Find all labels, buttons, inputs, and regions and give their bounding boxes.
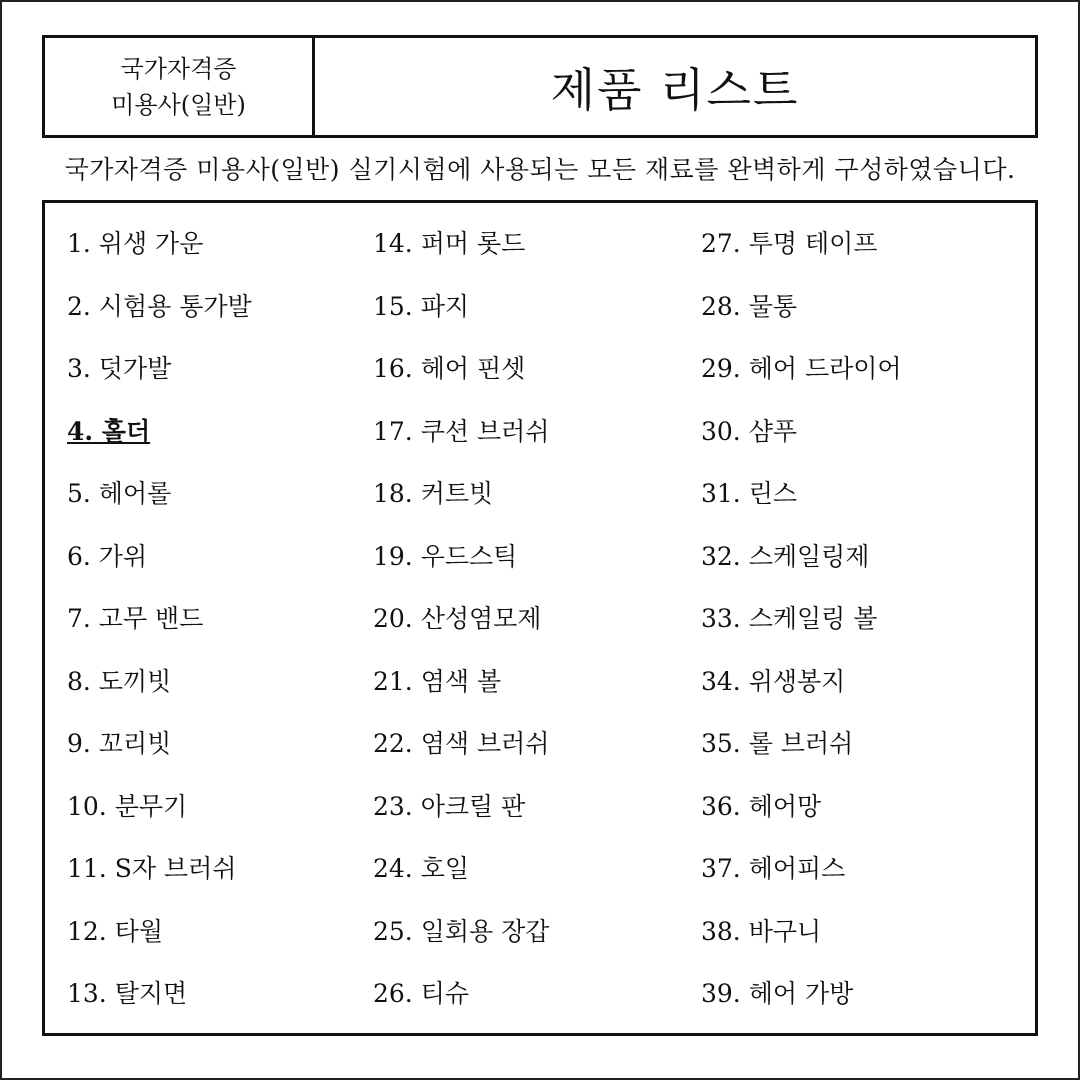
list-item: 24. 호일 [373,854,470,883]
list-item: 37. 헤어피스 [701,854,846,883]
list-item: 8. 도끼빗 [67,666,172,696]
list-item: 28. 물통 [701,291,798,321]
list-item: 36. 헤어망 [701,791,822,821]
list-item: 19. 우드스틱 [373,541,518,571]
list-item: 12. 타월 [67,916,164,946]
list-item: 31. 린스 [701,479,798,508]
list-item: 3. 덧가발 [67,354,172,383]
subtitle: 국가자격증 미용사(일반) 실기시험에 사용되는 모든 재료를 완벽하게 구성하였습니다. [64,155,1016,184]
list-item: 14. 퍼머 롯드 [373,229,526,258]
list-item: 13. 탈지면 [67,979,188,1008]
list-item: 10. 분무기 [67,791,188,821]
list-item: 38. 바구니 [701,916,822,946]
list-item-highlighted: 4. 홀더 [67,416,151,446]
list-item: 16. 헤어 핀셋 [373,354,526,383]
list-item: 39. 헤어 가방 [701,979,854,1008]
list-item: 35. 롤 브러쉬 [701,729,854,758]
list-item: 5. 헤어롤 [67,479,172,508]
list-item: 11. S자 브러쉬 [67,854,237,883]
list-item: 33. 스케일링 볼 [701,604,878,633]
product-column-2 [373,222,549,1035]
certification-line-2: 미용사(일반) [111,90,246,119]
product-column-3 [701,222,902,1035]
list-item: 22. 염색 브러쉬 [373,729,550,758]
list-item: 9. 꼬리빗 [67,729,172,758]
product-list [42,200,1038,1036]
list-item: 26. 티슈 [373,979,470,1008]
page-title: 제품 리스트 [550,62,800,117]
list-item: 25. 일회용 장갑 [373,916,550,946]
list-item: 32. 스케일링제 [701,541,870,571]
list-item: 27. 투명 테이프 [701,229,878,258]
certification-line-1: 국가자격증 [120,54,237,83]
list-item: 29. 헤어 드라이어 [701,354,902,383]
list-item: 34. 위생봉지 [701,666,846,696]
list-item: 1. 위생 가운 [67,229,204,258]
list-item: 2. 시험용 통가발 [67,291,252,321]
list-item: 15. 파지 [373,291,470,321]
list-item: 23. 아크릴 판 [373,791,526,821]
list-item: 18. 커트빗 [373,479,494,508]
list-item: 17. 쿠션 브러쉬 [373,416,550,446]
list-item: 21. 염색 볼 [373,666,502,696]
product-column-1 [67,222,252,1035]
header-box [42,35,1038,138]
certification-label [45,38,315,135]
list-item: 7. 고무 밴드 [67,604,204,633]
list-item: 30. 샴푸 [701,416,798,446]
list-item: 6. 가위 [67,541,148,571]
list-item: 20. 산성염모제 [373,604,542,633]
